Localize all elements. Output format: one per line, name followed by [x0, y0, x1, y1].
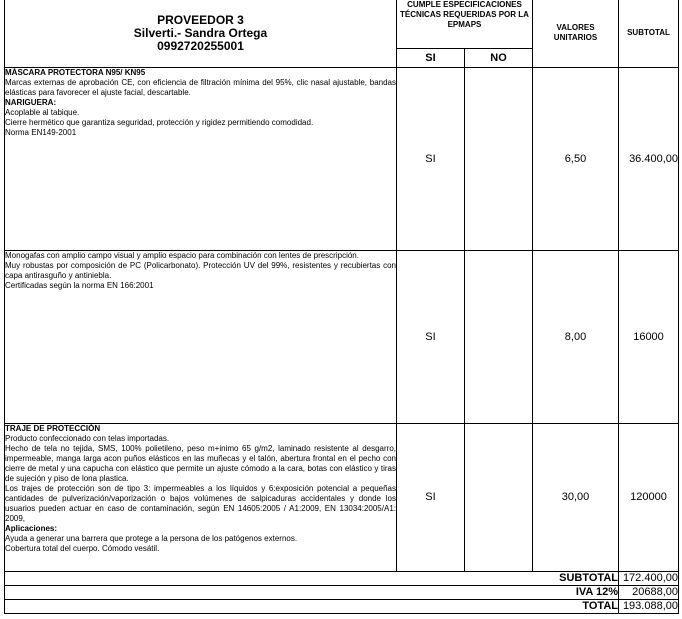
item-description	[5, 250, 397, 423]
item-subtitle: NARIGUERA:	[5, 97, 57, 107]
cumple-no-cell	[465, 250, 533, 423]
provider-comparison-table	[4, 0, 679, 614]
item-line: Norma EN149-2001	[5, 127, 77, 137]
provider-header	[5, 0, 397, 67]
subtotal-header: SUBTOTAL	[619, 0, 679, 67]
item-line: Cobertura total del cuerpo. Cómodo vesátil.	[5, 543, 160, 553]
unit-price-cell: 8,00	[533, 250, 619, 423]
cumple-si-cell: SI	[397, 250, 465, 423]
unit-price-cell: 6,50	[533, 67, 619, 250]
provider-title: PROVEEDOR 3	[157, 12, 244, 27]
cumple-no-cell	[465, 423, 533, 571]
item-row-traje	[5, 423, 679, 571]
iva-row	[5, 585, 679, 599]
iva-label: IVA 12%	[5, 585, 619, 599]
valores-line-1: VALORES	[556, 23, 595, 33]
provider-id: 0992720255001	[157, 38, 244, 53]
item-paragraph: Hecho de tela no tejida, SMS, 100% polietileno, peso m+inimo 65 g/m2, laminado resistente al desgarro, impermeable, manga larga acon puños elásticos en las muñecas y el talón, abertura frontal en el pecho con cierre de metal y una capucha con elástico que permite un ajuste cómodo a la cara, botas con elástico y tiras de sujeción y piso de lona plastica.	[5, 443, 396, 483]
item-line: Acoplable al tabique.	[5, 107, 80, 117]
subtotal-value: 172.400,00	[619, 571, 679, 585]
item-line: Monogafas con amplio campo visual y amplio espacio para combinación con lentes de prescripción.	[5, 250, 359, 260]
item-paragraph: Muy robustas por composición de PC (Policarbonato). Protección UV del 99%, resistentes y recubiertas con capa antirasguño y antiniebla.	[5, 260, 396, 280]
item-subtitle: Aplicaciones:	[5, 523, 58, 533]
subtotal-cell: 120000	[619, 423, 679, 571]
cumple-line-1: CUMPLE ESPECIFICACIONES	[407, 0, 522, 9]
item-line: Certificadas según la norma EN 166:2001	[5, 280, 154, 290]
subtotal-label: SUBTOTAL	[5, 571, 619, 585]
cumple-header	[397, 0, 533, 48]
item-title: TRAJE DE PROTECCIÓN	[5, 423, 101, 433]
item-row-monogafas	[5, 250, 679, 423]
total-row	[5, 599, 679, 613]
cumple-line-2: TÉCNICAS REQUERIDAS POR LA	[400, 10, 529, 19]
item-line: Producto confeccionado con telas importadas.	[5, 433, 170, 443]
valores-unitarios-header	[533, 0, 619, 67]
item-paragraph: Los trajes de protección son de tipo 3: impermeables a los líquidos y 6:exposición potencial a pequeñas cantidades de pulverización/vaporización o bajos volúmenes de salpicaduras accidentales y donde los usuarios pueden actuar en caso de contaminación, según EN 14605:2005 / A1:2009, EN 13034:2005/A1: 2009,	[5, 483, 396, 523]
item-line: Cierre hermético que garantiza seguridad, protección y rigidez permitiendo comodidad.	[5, 117, 314, 127]
provider-name: Silverti.- Sandra Ortega	[133, 25, 268, 40]
header-row	[5, 0, 679, 48]
total-label: TOTAL	[5, 599, 619, 613]
cumple-no-cell	[465, 67, 533, 250]
cumple-si-cell: SI	[397, 423, 465, 571]
subtotal-cell: 16000	[619, 250, 679, 423]
iva-value: 20688,00	[619, 585, 679, 599]
subtotal-cell: 36.400,00	[619, 67, 679, 250]
cumple-si-cell: SI	[397, 67, 465, 250]
unit-price-cell: 30,00	[533, 423, 619, 571]
item-description	[5, 423, 397, 571]
item-line: Ayuda a generar una barrera que protege a la persona de los patógenos externos.	[5, 533, 298, 543]
item-row-mascara	[5, 67, 679, 250]
item-description	[5, 67, 397, 250]
total-value: 193.088,00	[619, 599, 679, 613]
no-header: NO	[465, 48, 533, 67]
cumple-line-3: EPMAPS	[447, 20, 482, 29]
item-paragraph: Marcas externas de aprobación CE, con eficiencia de filtración mínima del 95%, clic nasal ajustable, bandas elásticas para favorecer el ajuste facial, descartable.	[5, 77, 396, 97]
si-header: SI	[397, 48, 465, 67]
item-title: MÁSCARA PROTECTORA N95/ KN95	[5, 67, 146, 77]
valores-line-2: UNITARIOS	[553, 33, 598, 43]
subtotal-row	[5, 571, 679, 585]
